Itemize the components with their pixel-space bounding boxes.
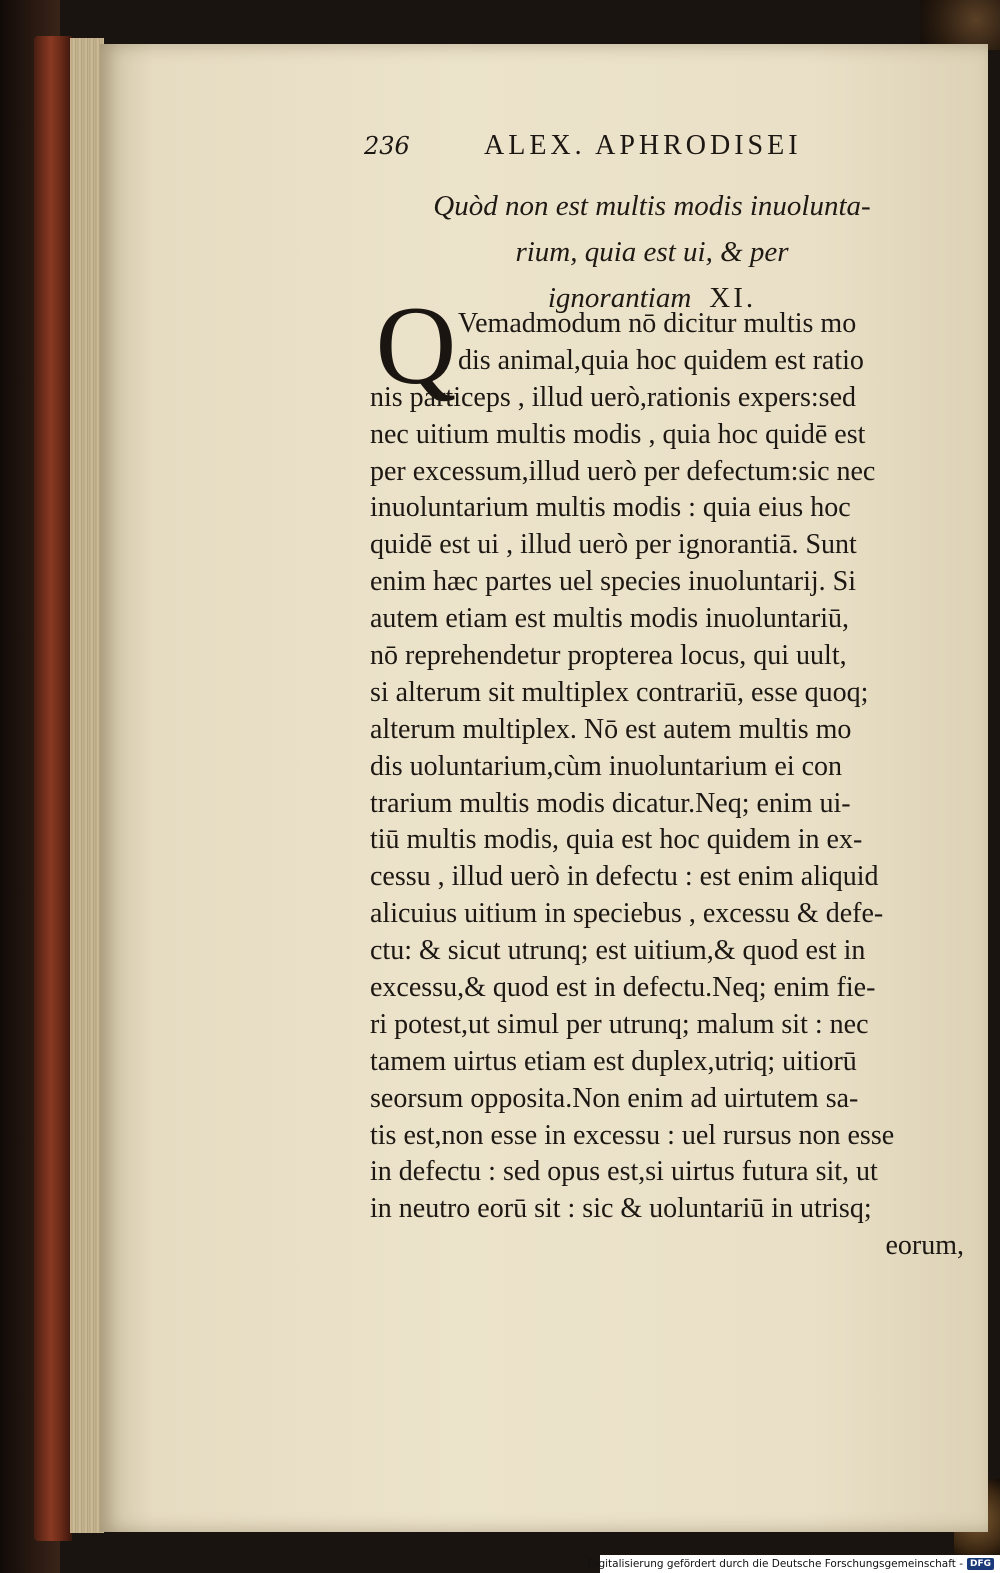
catchword: eorum, bbox=[885, 1230, 964, 1262]
binding-corner-top bbox=[920, 0, 1000, 50]
footer-credit: Digitalisierung gefördert durch die Deutsche Forschungsgemeinschaft - bbox=[587, 1558, 963, 1570]
running-title: ALEX. APHRODISEI bbox=[484, 130, 802, 161]
text-line: ri potest,ut simul per utrunq; malum sit : nec bbox=[370, 1008, 869, 1040]
text-line: Vemadmodum nō dicitur multis mo bbox=[458, 308, 857, 339]
book-cover-edge bbox=[34, 36, 72, 1541]
text-line: autem etiam est multis modis inuoluntariū, bbox=[370, 603, 850, 635]
text-line: cessu , illud uerò in defectu : est enim aliquid bbox=[370, 861, 879, 893]
text-line: excessu,& quod est in defectu.Neq; enim fie- bbox=[370, 972, 876, 1004]
text-line: tis est,non esse in excessu : uel rursus non esse bbox=[370, 1119, 895, 1151]
text-line: si alterum sit multiplex contrariū, esse quoq; bbox=[370, 676, 869, 708]
text-line: trarium multis modis dicatur.Neq; enim ui- bbox=[370, 787, 851, 819]
text-line: in neutro eorū sit : sic & uoluntariū in utrisq; bbox=[370, 1193, 872, 1225]
text-line: tamem uirtus etiam est duplex,utriq; uitiorū bbox=[370, 1045, 857, 1077]
dfg-logo: DFG bbox=[967, 1558, 994, 1570]
text-line: in defectu : sed opus est,si uirtus futura sit, ut bbox=[370, 1156, 878, 1188]
text-line: inuoluntarium multis modis : quia eius hoc bbox=[370, 492, 851, 524]
text-line: nō reprehendetur propterea locus, qui uult, bbox=[370, 640, 847, 672]
chapter-heading-line: rium, quia est ui, & per bbox=[515, 236, 789, 268]
footer-bar bbox=[587, 1555, 1000, 1573]
chapter-numeral: XI. bbox=[709, 282, 757, 314]
text-line: nis particeps , illud uerò,rationis expers:sed bbox=[370, 381, 856, 413]
text-line: quidē est ui , illud uerò per ignorantiā. Sunt bbox=[370, 529, 857, 561]
chapter-heading-text: ignorantiam bbox=[547, 282, 692, 314]
text-line: tiū multis modis, quia est hoc quidem in ex- bbox=[370, 824, 863, 856]
chapter-heading-line: Quòd non est multis modis inuolunta- bbox=[433, 190, 871, 222]
text-line: alicuius uitium in speciebus , excessu & defe- bbox=[370, 898, 884, 930]
text-line: dis uoluntarium,cùm inuoluntarium ei con bbox=[370, 750, 843, 782]
text-line: alterum multiplex. Nō est autem multis mo bbox=[370, 713, 852, 745]
text-line: dis animal,quia hoc quidem est ratio bbox=[458, 344, 864, 376]
page-edges bbox=[70, 38, 104, 1533]
text-line: per excessum,illud uerò per defectum:sic nec bbox=[370, 455, 876, 487]
body-text bbox=[370, 306, 970, 1265]
text-line: seorsum opposita.Non enim ad uirtutem sa- bbox=[370, 1082, 859, 1114]
page-header bbox=[364, 130, 874, 170]
page-number: 236 bbox=[364, 132, 410, 160]
text-line: enim hæc partes uel species inuoluntarij. Si bbox=[370, 566, 857, 598]
text-line: ctu: & sicut utrunq; est uitium,& quod est in bbox=[370, 935, 866, 967]
text-line: nec uitium multis modis , quia hoc quidē est bbox=[370, 418, 866, 450]
drop-cap-initial: Q bbox=[375, 284, 457, 408]
